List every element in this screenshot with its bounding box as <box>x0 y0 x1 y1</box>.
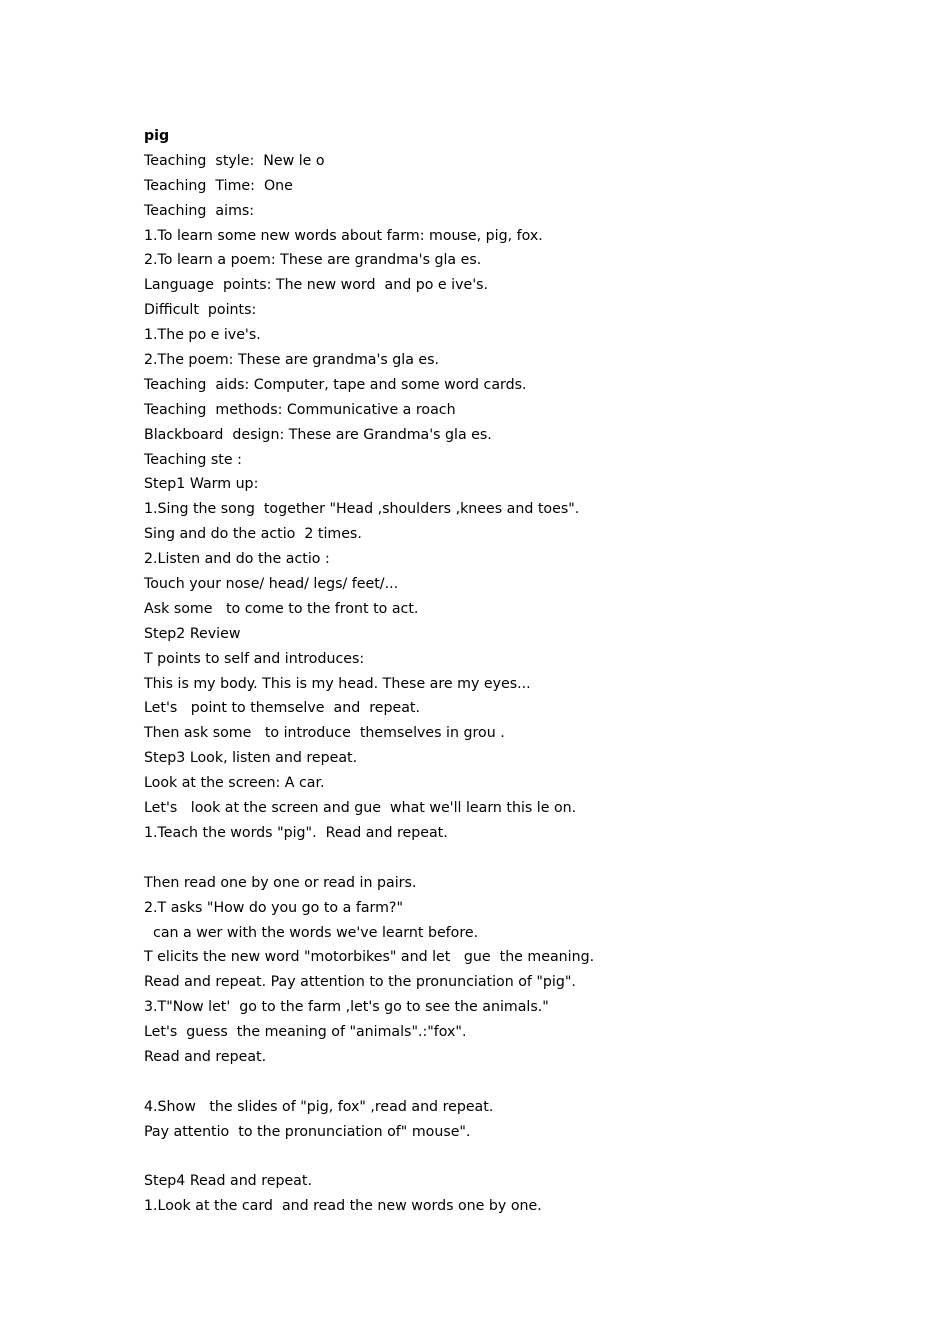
text-line: Let's guess the meaning of "animals".:"fox". <box>144 1024 467 1041</box>
text-line: Language points: The new word and po e ive's. <box>144 277 489 294</box>
text-line: 1.Sing the song together "Head ,shoulders ,knees and toes". <box>144 501 580 518</box>
text-line: 4.Show the slides of "pig, fox" ,read and repeat. <box>144 1098 494 1115</box>
text-line: Teaching methods: Communicative a roach <box>144 401 456 418</box>
text-line: Ask some to come to the front to act. <box>144 600 419 617</box>
text-line: Teaching ste : <box>144 451 242 468</box>
text-line: Pay attentio to the pronunciation of" mouse". <box>144 1123 471 1140</box>
text-line: Step4 Read and repeat. <box>144 1173 312 1190</box>
text-line: Let's point to themselve and repeat. <box>144 700 420 717</box>
text-line: T elicits the new word "motorbikes" and let gue the meaning. <box>144 949 595 966</box>
text-line: Step1 Warm up: <box>144 476 259 493</box>
text-line: 1.The po e ive's. <box>144 327 261 344</box>
document-body <box>144 124 864 1219</box>
text-line: 2.T asks "How do you go to a farm?" <box>144 899 403 916</box>
document-lines <box>144 149 864 1219</box>
text-line: Teaching style: New le o <box>144 152 325 169</box>
text-line: Let's look at the screen and gue what we'll learn this le on. <box>144 800 577 817</box>
text-line: Read and repeat. <box>144 1048 267 1065</box>
text-line: 2.Listen and do the actio : <box>144 551 330 568</box>
text-line: Sing and do the actio 2 times. <box>144 526 362 543</box>
text-line: 1.Teach the words "pig". Read and repeat. <box>144 824 448 841</box>
text-line: Teaching aids: Computer, tape and some word cards. <box>144 376 527 393</box>
text-line: T points to self and introduces: <box>144 650 365 667</box>
text-line: Teaching aims: <box>144 202 255 219</box>
text-line: 1.To learn some new words about farm: mouse, pig, fox. <box>144 227 543 244</box>
text-line: Step2 Review <box>144 625 241 642</box>
text-line: 2.The poem: These are grandma's gla es. <box>144 352 440 369</box>
text-line: 1.Look at the card and read the new words one by one. <box>144 1198 542 1215</box>
text-line: Then ask some to introduce themselves in grou . <box>144 725 505 742</box>
text-line: Read and repeat. Pay attention to the pronunciation of "pig". <box>144 974 576 991</box>
text-line: Then read one by one or read in pairs. <box>144 874 417 891</box>
text-line: Look at the screen: A car. <box>144 775 325 792</box>
text-line: Blackboard design: These are Grandma's gla es. <box>144 426 492 443</box>
document-title: pig <box>144 128 170 144</box>
text-line: can a wer with the words we've learnt before. <box>144 924 479 941</box>
blank-line <box>144 846 864 871</box>
blank-line <box>144 1145 864 1170</box>
text-line: Step3 Look, listen and repeat. <box>144 750 358 767</box>
text-line: Difficult points: <box>144 302 257 319</box>
text-line: Teaching Time: One <box>144 177 293 194</box>
blank-line <box>144 1070 864 1095</box>
text-line: 2.To learn a poem: These are grandma's gla es. <box>144 252 482 269</box>
text-line: This is my body. This is my head. These are my eyes... <box>144 675 531 692</box>
text-line: 3.T"Now let' go to the farm ,let's go to see the animals." <box>144 999 549 1016</box>
text-line: Touch your nose/ head/ legs/ feet/... <box>144 576 399 593</box>
